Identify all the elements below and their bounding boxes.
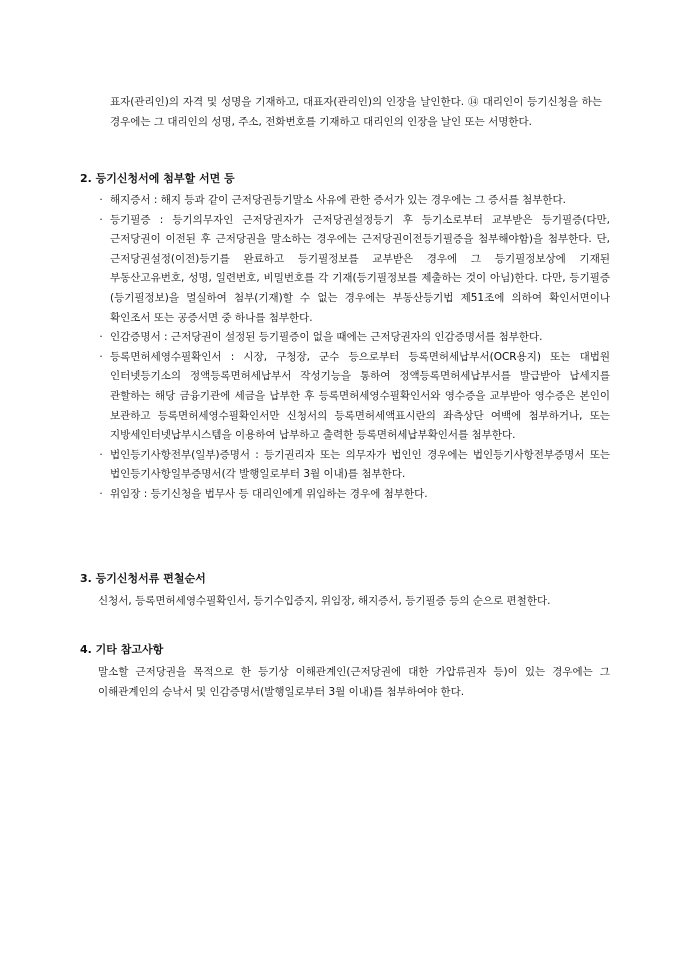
list-item (80, 191, 610, 211)
list-item-text: 해지증서 : 해지 등과 같이 근저당권등기말소 사유에 관한 증서가 있는 경우에는 그 증서를 첨부한다. (110, 194, 566, 206)
list-item (80, 328, 610, 348)
section-filing-order (80, 571, 610, 611)
list-item (80, 485, 610, 505)
bullet-icon: · (99, 487, 103, 500)
bullet-icon: · (99, 448, 103, 461)
section-title: 2. 등기신청서에 첨부할 서면 등 (80, 172, 235, 185)
section-paragraph: 말소할 근저당권을 목적으로 한 등기상 이해관계인(근저당권에 대한 가압류권자 등)이 있는 경우에는 그 이해관계인의 승낙서 및 인감증명서(발행일로부터 3월 이내)를 첨부하여야 한다. (98, 666, 610, 698)
attachment-list (80, 191, 610, 505)
section-attachments (80, 171, 610, 505)
bullet-icon: · (99, 194, 103, 206)
bullet-icon: · (99, 213, 103, 226)
section-title: 3. 등기신청서류 편철순서 (80, 572, 206, 585)
section-paragraph: 신청서, 등록면허세영수필확인서, 등기수입증지, 위임장, 해지증서, 등기필증 등의 순으로 편철한다. (98, 595, 551, 607)
section-title: 4. 기타 참고사항 (80, 643, 164, 656)
list-item-text: 등기필증 : 등기의무자인 근저당권자가 근저당권설정등기 후 등기소로부터 교부받은 등기필증(다만, 근저당권이 이전된 후 근저당권을 말소하는 경우에는 근저당권이전등기필증을 첨부해야함)을 첨부한다. 단, 근저당권설정(이전)등기를 완료하고 등기필정보를 교부받은 경우에 그 등기필정보상에 기재된 부동산고유번호, 성명, 일련번호, 비밀번호를 각 기재(등기필정보를 제출하는 것이 아님)한다. 다만, 등기필증(등기필정보)을 멸실하여 첨부(기재)할 수 없는 경우에는 부동산등기법 제51조에 의하여 확인서면이나 확인조서 또는 공증서면 중 하나를 첨부한다. (110, 213, 610, 324)
bullet-icon: · (99, 350, 103, 363)
bullet-icon: · (99, 331, 103, 344)
list-item-text: 법인등기사항전부(일부)증명서 : 등기권리자 또는 의무자가 법인인 경우에는 법인등기사항전부증명서 또는 법인등기사항일부증명서(각 발행일로부터 3월 이내)를 첨부한다. (110, 448, 610, 481)
list-item-text: 등록면허세영수필확인서 : 시장, 구청장, 군수 등으로부터 등록면허세납부서(OCR용지) 또는 대법원 인터넷등기소의 정액등록면허세납부서 작성기능을 통하여 정액등록면허세납부서를 발급받아 납세지를 관할하는 해당 금융기관에 세금을 납부한 후 등록면허세영수필확인서와 영수증을 교부받아 영수증은 본인이 보관하고 등록면허세영수필확인서만 신청서의 등록면허세액표시란의 좌측상단 여백에 첨부하거나, 또는 지방세인터넷납부시스템을 이용하여 납부하고 출력한 등록면허세납부확인서를 첨부한다. (110, 350, 610, 442)
section-other-notes (80, 642, 610, 702)
list-item-text: 위임장 : 등기신청을 법무사 등 대리인에게 위임하는 경우에 첨부한다. (110, 487, 428, 500)
intro-paragraph: 표자(관리인)의 자격 및 성명을 기재하고, 대표자(관리인)의 인장을 날인한다. ⑭ 대리인이 등기신청을 하는 경우에는 그 대리인의 성명, 주소, 전화번호를 기재하고 대리인의 인장을 날인 또는 서명한다. (110, 96, 602, 128)
list-item (80, 211, 610, 329)
list-item (80, 446, 610, 485)
list-item (80, 348, 610, 446)
list-item-text: 인감증명서 : 근저당권이 설정된 등기필증이 없을 때에는 근저당권자의 인감증명서를 첨부한다. (110, 331, 543, 344)
